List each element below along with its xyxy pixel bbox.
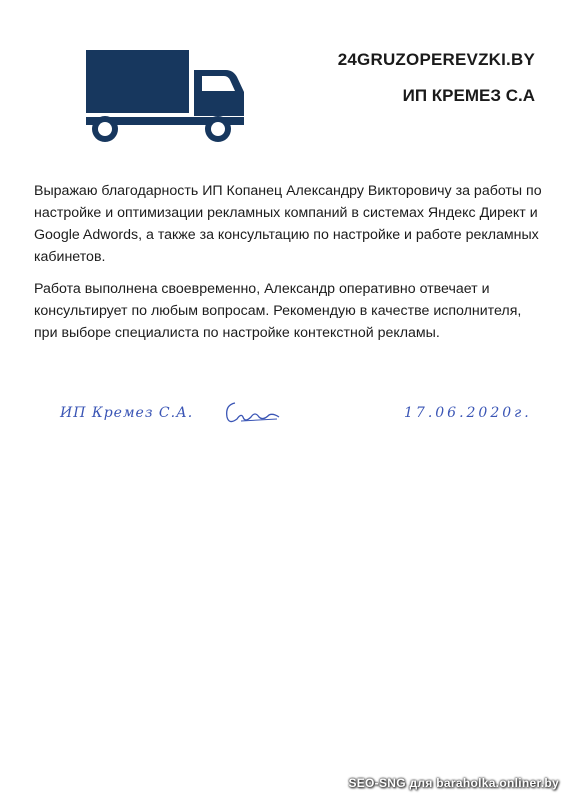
letter-paragraph-2: Работа выполнена своевременно, Александр оперативно отвечает и консультирует по любым вопросам. Рекомендую в качестве исполнителя, при выборе специалиста по настройке контекстной рекламы. (34, 281, 522, 341)
signature-row (56, 395, 536, 435)
company-website: 24GRUZOPEREVZKI.BY (337, 50, 535, 69)
logo (86, 46, 248, 142)
signature-scribble (221, 395, 281, 431)
letter-paragraph-1: Выражаю благодарность ИП Копанец Александру Викторовичу за работы по настройке и оптимизации рекламных компаний в системах Яндекс Директ и Google Adwords, а также за консультацию по настройке и работе рекламных кабинетов. (34, 183, 542, 265)
letter-body (34, 180, 546, 354)
company-owner: ИП КРЕМЕЗ С.А (402, 86, 535, 105)
watermark: SEO-SNG для baraholka.onliner.by (348, 776, 559, 790)
handwritten-name: ИП Кремез С.А. (60, 405, 194, 421)
truck-icon (86, 46, 248, 142)
handwritten-date: 17.06.2020г. (404, 405, 532, 421)
